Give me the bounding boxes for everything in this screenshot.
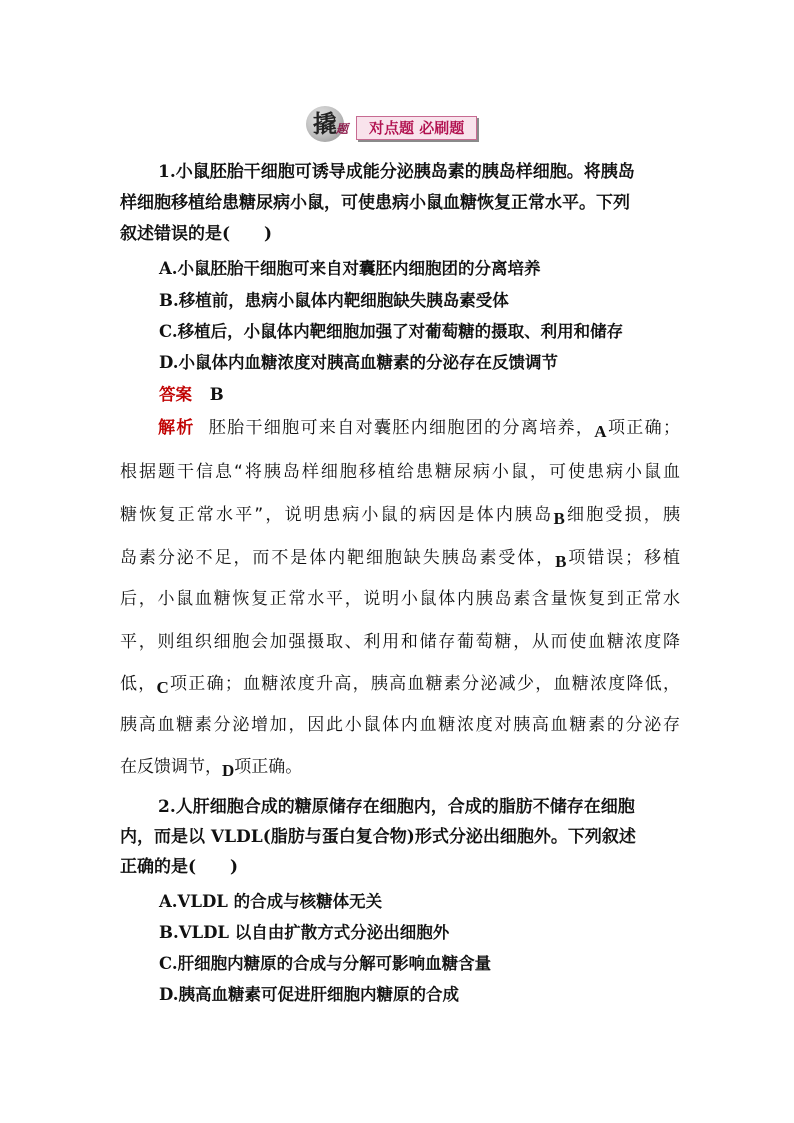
answer-value: B — [209, 385, 224, 404]
explanation-label: 解析 — [158, 418, 195, 438]
q1-option-a: A.小鼠胚胎干细胞可来自对囊胚内细胞团的分离培养 — [159, 259, 541, 278]
q2-option-d: D.胰高血糖素可促进肝细胞内糖原的合成 — [159, 985, 459, 1004]
banner-label: 对点题 必刷题 — [356, 116, 477, 140]
explanation-line-2: 根据题干信息“将胰岛样细胞移植给患糖尿病小鼠，可使患病小鼠血 — [120, 462, 680, 482]
explanation-line-4: 岛素分泌不足，而不是体内靶细胞缺失胰岛素受体，B项错误；移植 — [120, 548, 680, 571]
q1-answer — [159, 381, 224, 405]
q1-stem-line-3: 叙述错误的是( ) — [120, 224, 273, 244]
explanation-line-1: 解析 胚胎干细胞可来自对囊胚内细胞团的分离培养，A项正确； — [158, 418, 681, 441]
banner-tag: 题 — [336, 122, 349, 136]
q2-option-b: B.VLDL 以自由扩散方式分泌出细胞外 — [159, 923, 450, 942]
q1-option-c: C.移植后，小鼠体内靶细胞加强了对葡萄糖的摄取、利用和储存 — [159, 322, 624, 341]
explanation-line-3: 糖恢复正常水平”，说明患病小鼠的病因是体内胰岛B细胞受损，胰 — [120, 505, 681, 528]
q2-option-c: C.肝细胞内糖原的合成与分解可影响血糖含量 — [159, 954, 492, 973]
q2-stem-line-3: 正确的是( ) — [120, 857, 239, 877]
q2-option-a: A.VLDL 的合成与核糖体无关 — [159, 892, 383, 911]
q1-stem-line-1: 1.小鼠胚胎干细胞可诱导成能分泌胰岛素的胰岛样细胞。将胰岛 — [158, 162, 635, 182]
q2-stem-line-1: 2.人肝细胞合成的糖原储存在细胞内，合成的脂肪不储存在细胞 — [158, 797, 635, 817]
explanation-line-7: 低，C项正确；血糖浓度升高，胰高血糖素分泌减少，血糖浓度降低， — [120, 674, 680, 697]
banner-seal-icon: 撬 — [306, 106, 344, 142]
q1-option-b: B.移植前，患病小鼠体内靶细胞缺失胰岛素受体 — [159, 291, 509, 310]
q1-stem-line-2: 样细胞移植给患糖尿病小鼠，可使患病小鼠血糖恢复正常水平。下列 — [120, 193, 630, 213]
q2-stem-line-2: 内，而是以 VLDL(脂肪与蛋白复合物)形式分泌出细胞外。下列叙述 — [120, 827, 636, 847]
explanation-line-8: 胰高血糖素分泌增加，因此小鼠体内血糖浓度对胰高血糖素的分泌存 — [120, 715, 680, 735]
q1-option-d: D.小鼠体内血糖浓度对胰高血糖素的分泌存在反馈调节 — [159, 353, 558, 372]
explanation-line-5: 后，小鼠血糖恢复正常水平，说明小鼠体内胰岛素含量恢复到正常水 — [120, 589, 680, 609]
answer-label: 答案 — [159, 385, 192, 404]
section-banner — [306, 104, 486, 144]
explanation-line-6: 平，则组织细胞会加强摄取、利用和储存葡萄糖，从而使血糖浓度降 — [120, 632, 680, 652]
explanation-line-9: 在反馈调节，D项正确。 — [120, 757, 303, 780]
